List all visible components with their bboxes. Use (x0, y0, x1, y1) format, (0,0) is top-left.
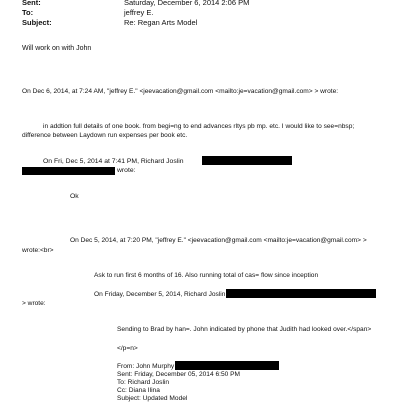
to-value: jeffrey E. (124, 8, 154, 17)
quote2-text: Ok (70, 193, 79, 200)
subject-label: Subject: (22, 18, 52, 27)
redaction-bar (175, 361, 279, 370)
quote3-text: Ask to run first 6 months of 16. Also running total of cas= flow since inception (94, 272, 319, 279)
quote4-wrote: > wrote: (22, 300, 46, 307)
redaction-bar (22, 167, 115, 175)
sent-label: Sent: (22, 0, 41, 7)
quote2-header: On Fri, Dec 5, 2014 at 7:41 PM, Richard Joslin (43, 158, 184, 165)
quote4-header: On Friday, December 5, 2014, Richard Joslin (94, 291, 226, 298)
redaction-bar (202, 156, 292, 165)
forwarded-from: From: John Murphy (117, 363, 175, 370)
quote2-wrote: wrote: (117, 167, 136, 174)
quote1-header: On Dec 6, 2014, at 7:24 AM, "jeffrey E." <jeevacation@gmail.com <mailto:je=vacation@gmail.com> > wrote: (22, 88, 339, 95)
quote3-header-line2: wrote:<br> (22, 247, 54, 254)
quote4-tag: </p=n> (117, 345, 138, 352)
forwarded-to: To: Richard Joslin (117, 379, 170, 386)
quote4-text: Sending to Brad by han=. John indicated by phone that Judith had looked over.</span> (117, 326, 372, 333)
quote1-text-line2: difference between Laydown run expenses per book etc. (22, 132, 188, 139)
sent-value: Saturday, December 6, 2014 2:06 PM (124, 0, 250, 7)
forwarded-cc: Cc: Diana Ilina (117, 387, 160, 394)
quote3-header-line1: On Dec 5, 2014, at 7:20 PM, "jeffrey E." <jeevacation@gmail.com <mailto:je=vacation@gmail.com> > (70, 237, 367, 244)
forwarded-subject: Subject: Updated Model (117, 395, 188, 402)
quote1-text-line1: in addtion full details of one book. from begi=ng to end advances rltys pb mp. etc. I would like to see=nbsp; (43, 123, 355, 130)
subject-value: Re: Regan Arts Model (124, 18, 198, 27)
forwarded-sent: Sent: Friday, December 05, 2014 6:50 PM (117, 371, 241, 378)
reply-text: Will work on with John (22, 45, 92, 52)
to-label: To: (22, 8, 34, 17)
redaction-bar (226, 289, 376, 298)
